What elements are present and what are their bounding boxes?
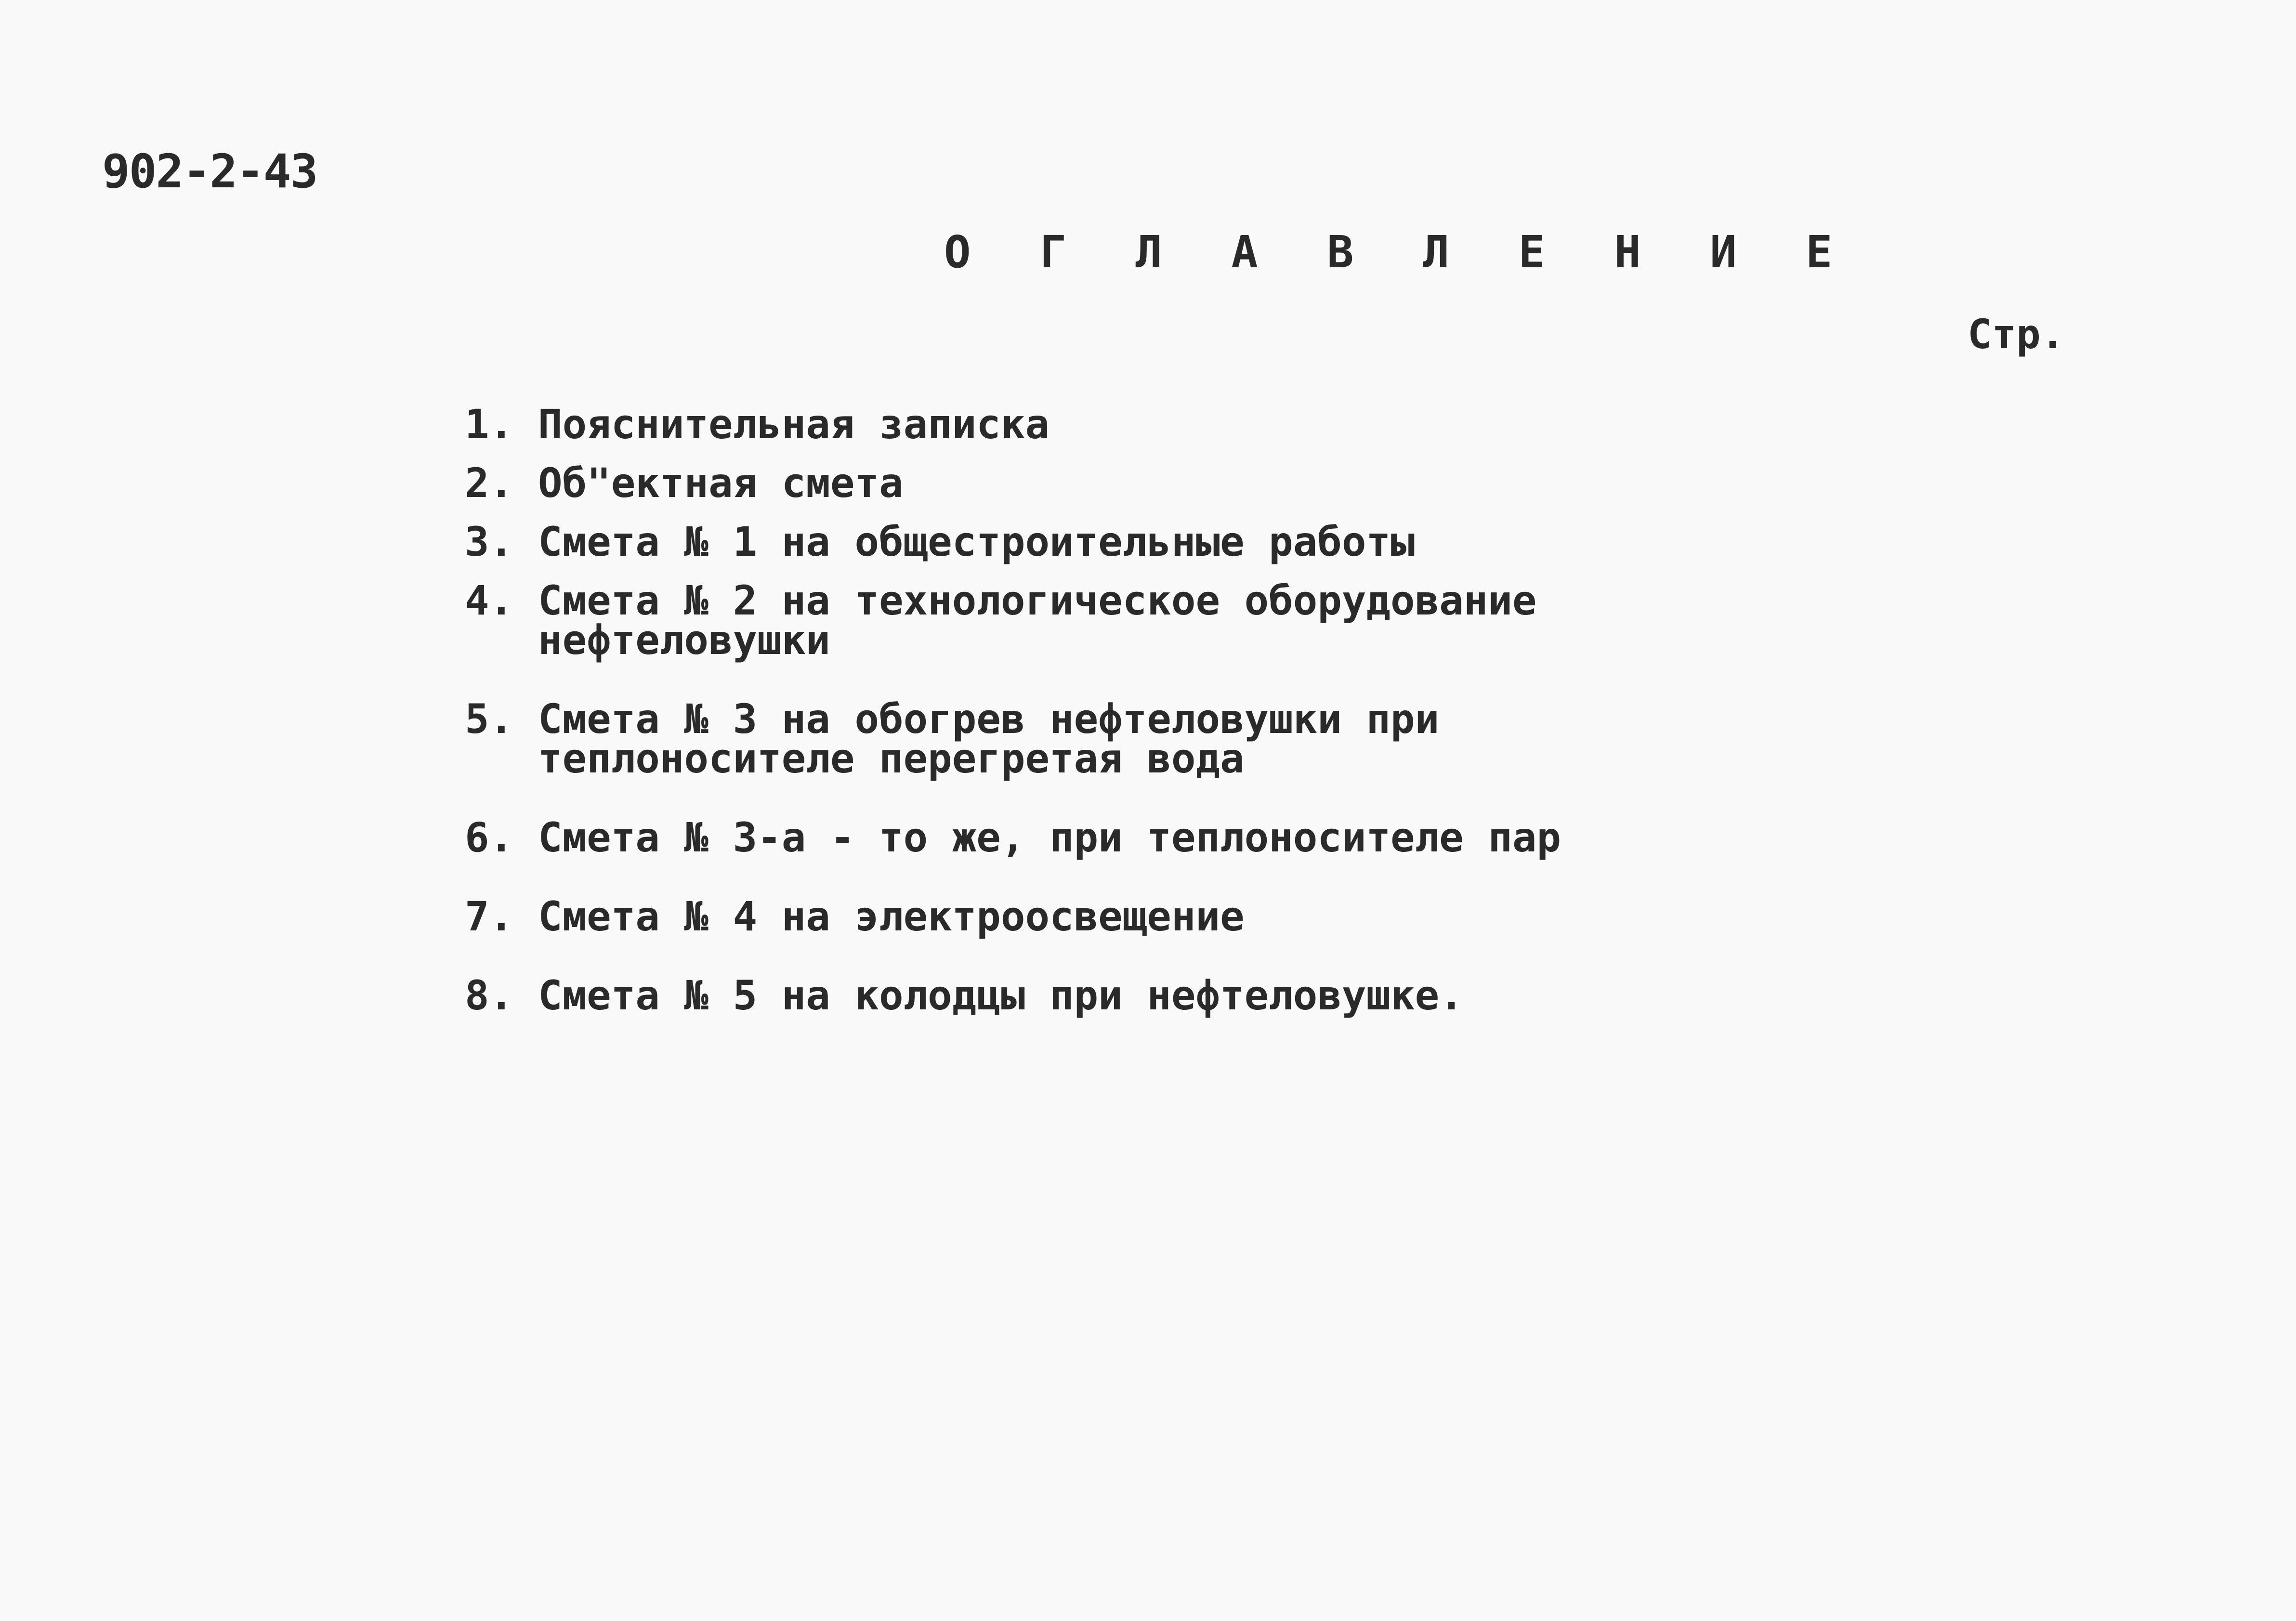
document-code: 902-2-43 (102, 144, 317, 198)
toc-item-number: 1. (465, 401, 514, 448)
toc-item-line: Смета № 2 на технологическое оборудование (538, 577, 1537, 624)
toc-item-number: 4. (465, 577, 514, 624)
toc-item-text (538, 695, 1911, 782)
toc-item-line: Пояснительная записка (538, 401, 1050, 448)
toc-item-line: Об"ектная смета (538, 459, 904, 507)
toc-item-text (538, 893, 1911, 940)
toc-item-line: Смета № 3 на обогрев нефтеловушки при (538, 695, 1440, 743)
toc-item-text (538, 459, 1911, 507)
page-column-label: Стр. (1968, 311, 2065, 358)
toc-item-line: теплоносителе перегретая вода (538, 735, 1245, 782)
toc-item-text (538, 401, 1911, 448)
toc-item-line: Смета № 4 на электроосвещение (538, 893, 1245, 940)
toc-item-line: Смета № 5 на колодцы при нефтеловушке. (538, 972, 1464, 1019)
toc-item-text (538, 577, 1911, 664)
toc-title: О Г Л А В Л Е Н И Е (944, 226, 1854, 278)
toc-item-number: 7. (465, 893, 514, 940)
toc-item-number: 2. (465, 459, 514, 507)
toc-item-number: 5. (465, 695, 514, 743)
toc-item-text (538, 972, 1911, 1019)
toc-item-text (538, 518, 1911, 565)
toc-item-text (538, 814, 1911, 861)
toc-item-line: нефтеловушки (538, 616, 830, 664)
toc-item-number: 3. (465, 518, 514, 565)
toc-item-line: Смета № 3-а - то же, при теплоносителе пар (538, 814, 1561, 861)
toc-item-line: Смета № 1 на общестроительные работы (538, 518, 1415, 565)
toc-item-number: 6. (465, 814, 514, 861)
toc-item-number: 8. (465, 972, 514, 1019)
